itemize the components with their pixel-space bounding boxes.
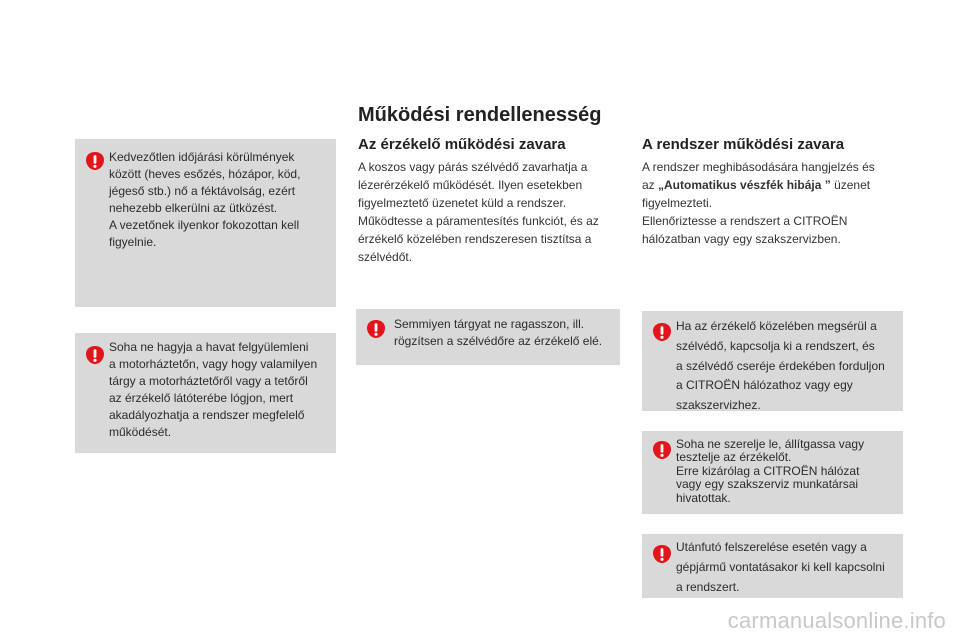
sensor-fault-line: szélvédőt. [358, 250, 413, 264]
warning-text-trailer: Utánfutó felszerelése esetén vagy a gépjármű vontatásakor ki kell kapcsolni a rendszert. [676, 540, 885, 594]
sensor-fault-line: Működtesse a páramentesítés funkciót, és az [358, 214, 599, 228]
warning-box-windscreen-objects [356, 309, 620, 365]
sensor-fault-line: lézerérzékelő működését. Ilyen esetekben [358, 178, 583, 192]
warning-box-snow [75, 333, 336, 453]
warning-box-windscreen-damage [642, 311, 903, 411]
sensor-fault-line: figyelmeztető üzenetet küld a rendszer. [358, 196, 567, 210]
warning-box-trailer [642, 534, 903, 598]
warning-box-sensor-tampering [642, 431, 903, 514]
warning-icon [652, 322, 672, 342]
system-fault-line: Ellenőriztesse a rendszert a CITROËN [642, 214, 848, 228]
system-fault-line: hálózatban vagy egy szakszervizben. [642, 232, 841, 246]
warning-icon [366, 319, 386, 339]
fault-message-name: „Automatikus vészfék hibája ” [658, 178, 831, 192]
system-fault-line [642, 176, 875, 194]
warning-icon [652, 440, 672, 460]
system-fault-suffix: üzenet [830, 178, 871, 192]
sensor-fault-line: A koszos vagy párás szélvédő zavarhatja a [358, 160, 588, 174]
warning-text-weather: Kedvezőtlen időjárási körülmények között (heves esőzés, hózápor, köd, jégeső stb.) nő a féktávolság, ezért nehezebb elkerülni az ütközést. A vezetőnek ilyenkor fokozottan kell figyelnie. [109, 150, 301, 250]
warning-text-sensor-tampering: Soha ne szerelje le, állítgassa vagy tesztelje az érzékelőt. Erre kizárólag a CITROËN hálózat vagy egy szakszerviz munkatársai hivatottak. [676, 437, 865, 505]
warning-text-windscreen-objects: Semmiyen tárgyat ne ragasszon, ill. rögzítsen a szélvédőre az érzékelő elé. [394, 317, 603, 349]
watermark: carmanualsonline.info [727, 608, 946, 633]
warning-icon [85, 345, 105, 365]
system-fault-line: figyelmezteti. [642, 196, 713, 210]
warning-text-snow: Soha ne hagyja a havat felgyülemleni a motorháztetőn, vagy hogy valamilyen tárgy a motorháztetőről vagy a tetőről az érzékelő látóterébe lógjon, mert akadályozhatja a rendszer megfelelő működését. [109, 340, 318, 440]
system-fault-line: A rendszer meghibásodására hangjelzés és [642, 160, 875, 174]
sensor-fault-text [358, 158, 599, 266]
system-fault-text [642, 158, 875, 248]
warning-box-weather [75, 139, 336, 307]
sensor-fault-line: érzékelő közelében rendszeresen tisztítsa a [358, 232, 592, 246]
warning-text-windscreen-damage: Ha az érzékelő közelében megsérül a szélvédő, kapcsolja ki a rendszert, és a szélvédő cseréje érdekében forduljon a CITROËN hálózathoz vagy egy szakszervizhez. [676, 319, 885, 413]
system-fault-prefix: az [642, 178, 659, 192]
warning-icon [652, 544, 672, 564]
page-title: Működési rendellenesség [358, 104, 602, 126]
sensor-fault-heading: Az érzékelő működési zavara [358, 136, 566, 153]
warning-icon [85, 151, 105, 171]
system-fault-heading: A rendszer működési zavara [642, 136, 845, 153]
